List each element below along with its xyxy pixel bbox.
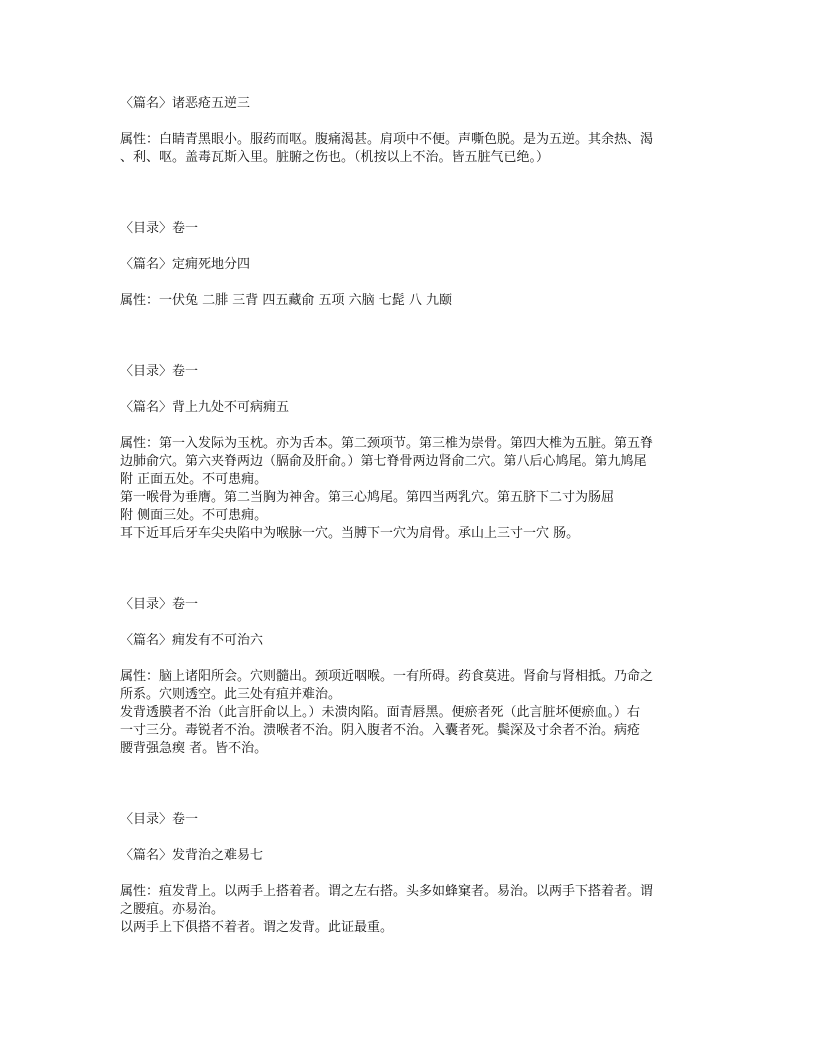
chapter-title: 〈篇名〉背上九处不可病痈五 <box>120 400 290 415</box>
section-3 <box>120 363 700 543</box>
directory-label: 〈目录〉卷一 <box>120 812 199 827</box>
directory-label: 〈目录〉卷一 <box>120 364 199 379</box>
attribute-text <box>120 883 700 937</box>
attribute-text <box>120 435 700 543</box>
text-line: 附 侧面三处。不可患痈。 <box>120 508 268 523</box>
text-line: 属性：一伏兔 二腓 三背 四五藏俞 五项 六脑 七髭 八 九颐 <box>120 293 453 308</box>
chapter-title: 〈篇名〉定痈死地分四 <box>120 257 251 272</box>
chapter-title: 〈篇名〉发背治之难易七 <box>120 848 264 863</box>
text-line: 腰背强急瘈 者。皆不治。 <box>120 741 268 756</box>
directory-label: 〈目录〉卷一 <box>120 597 199 612</box>
text-line: 属性：白睛青黑眼小。服药而呕。腹痛渴甚。肩项中不便。声嘶色脱。是为五逆。其余热、渴 <box>120 132 654 147</box>
text-line: 以两手上下俱搭不着者。谓之发背。此证最重。 <box>120 920 394 935</box>
chapter-title: 〈篇名〉诸恶疮五逆三 <box>120 96 251 111</box>
section-4 <box>120 596 700 758</box>
text-line: 发背透膜者不治（此言肝俞以上。）未溃肉陷。面青唇黑。便瘀者死（此言脏坏便瘀血。）右 <box>120 705 641 720</box>
document-page <box>120 95 700 937</box>
attribute-text <box>120 131 700 167</box>
text-line: 属性：第一入发际为玉枕。亦为舌本。第二颈项节。第三椎为崇骨。第四大椎为五脏。第五脊 <box>120 436 654 451</box>
section-2 <box>120 220 700 310</box>
text-line: 、利、呕。盖毒瓦斯入里。脏腑之伤也。（机按以上不治。皆五脏气已绝。） <box>120 150 550 165</box>
attribute-text <box>120 292 700 310</box>
text-line: 一寸三分。毒锐者不治。溃喉者不治。阴入腹者不治。入囊者死。鬓深及寸余者不治。病疮 <box>120 723 641 738</box>
attribute-text <box>120 668 700 758</box>
text-line: 之腰疽。亦易治。 <box>120 902 225 917</box>
section-5 <box>120 811 700 937</box>
text-line: 第一喉骨为垂膺。第二当胸为神舍。第三心鸠尾。第四当两乳穴。第五脐下二寸为肠屈 <box>120 490 615 505</box>
text-line: 边肺俞穴。第六夹脊两边（膈俞及肝俞。）第七脊骨两边肾俞二穴。第八后心鸠尾。第九鸠尾 <box>120 454 647 469</box>
chapter-title: 〈篇名〉痈发有不可治六 <box>120 633 264 648</box>
section-1 <box>120 95 700 167</box>
text-line: 属性：脑上诸阳所会。穴则髓出。颈项近咽喉。一有所碍。药食莫进。肾俞与肾相抵。乃命之 <box>120 669 654 684</box>
text-line: 附 正面五处。不可患痈。 <box>120 472 268 487</box>
directory-label: 〈目录〉卷一 <box>120 221 199 236</box>
text-line: 属性：疽发背上。以两手上搭着者。谓之左右搭。头多如蜂窠者。易治。以两手下搭着者。谓 <box>120 884 654 899</box>
text-line: 耳下近耳后牙车尖央陷中为喉脉一穴。当膊下一穴为肩骨。承山上三寸一穴 肠。 <box>120 526 580 541</box>
text-line: 所系。穴则透空。此三处有疽并难治。 <box>120 687 342 702</box>
